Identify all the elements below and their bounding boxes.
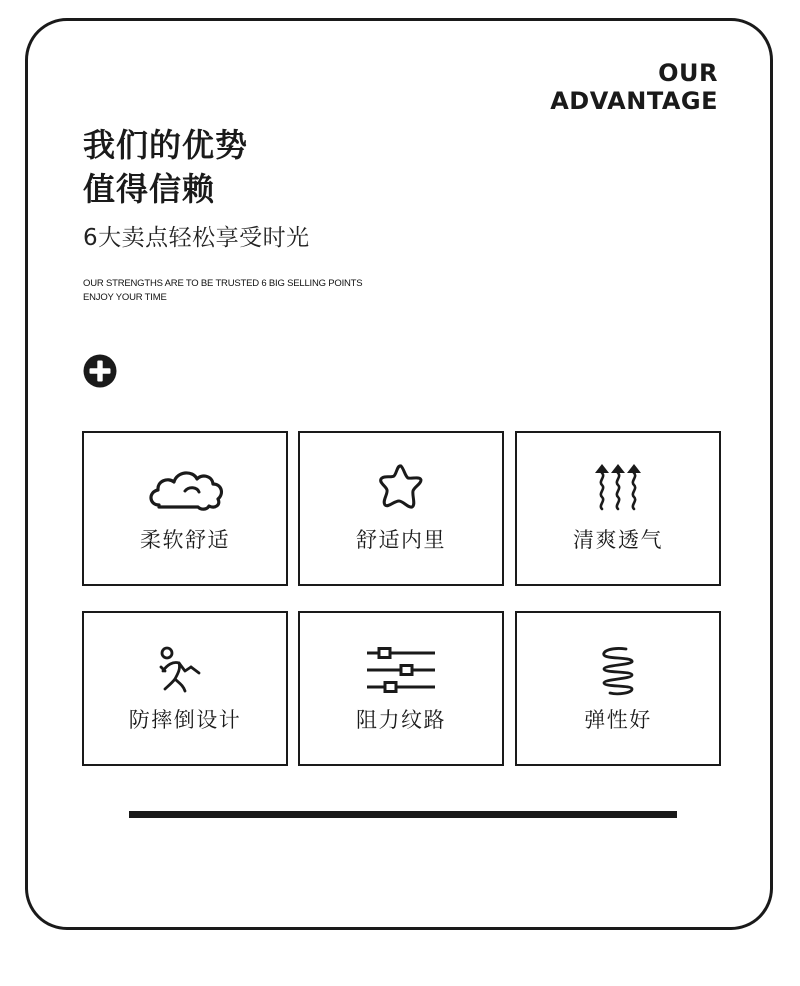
running-person-icon [145,643,225,697]
feature-card-comfort-lining [298,431,504,586]
feature-card-resistance-texture [298,611,504,766]
advantage-card [25,18,773,930]
subtitle: 6大卖点轻松享受时光 [83,225,310,251]
feature-label: 弹性好 [584,708,652,732]
page-title [83,123,248,211]
cloud-icon [145,461,225,515]
tagline [83,277,362,305]
feature-card-soft-comfort [82,431,288,586]
feature-label: 阻力纹路 [356,708,446,732]
sliders-icon [361,645,441,699]
title-line-1: 我们的优势 [83,126,249,164]
feature-label: 舒适内里 [356,528,446,552]
spring-icon [578,645,658,699]
divider-bar [129,811,677,818]
star-icon [361,461,441,515]
plus-circle-icon [83,354,117,388]
tagline-line-1: OUR STRENGTHS ARE TO BE TRUSTED 6 BIG SELLING POINTS [83,278,363,289]
feature-label: 柔软舒适 [140,528,230,552]
eyebrow-line-1: OUR [658,59,718,87]
ventilation-arrows-icon [578,461,658,515]
feature-card-elasticity [515,611,721,766]
section-eyebrow [550,59,718,115]
feature-card-anti-fall [82,611,288,766]
feature-label: 清爽透气 [573,528,663,552]
feature-label: 防摔倒设计 [128,708,242,732]
feature-card-breathable [515,431,721,586]
tagline-line-2: ENJOY YOUR TIME [83,292,167,303]
title-line-2: 值得信赖 [83,170,216,208]
eyebrow-line-2: ADVANTAGE [550,87,718,115]
